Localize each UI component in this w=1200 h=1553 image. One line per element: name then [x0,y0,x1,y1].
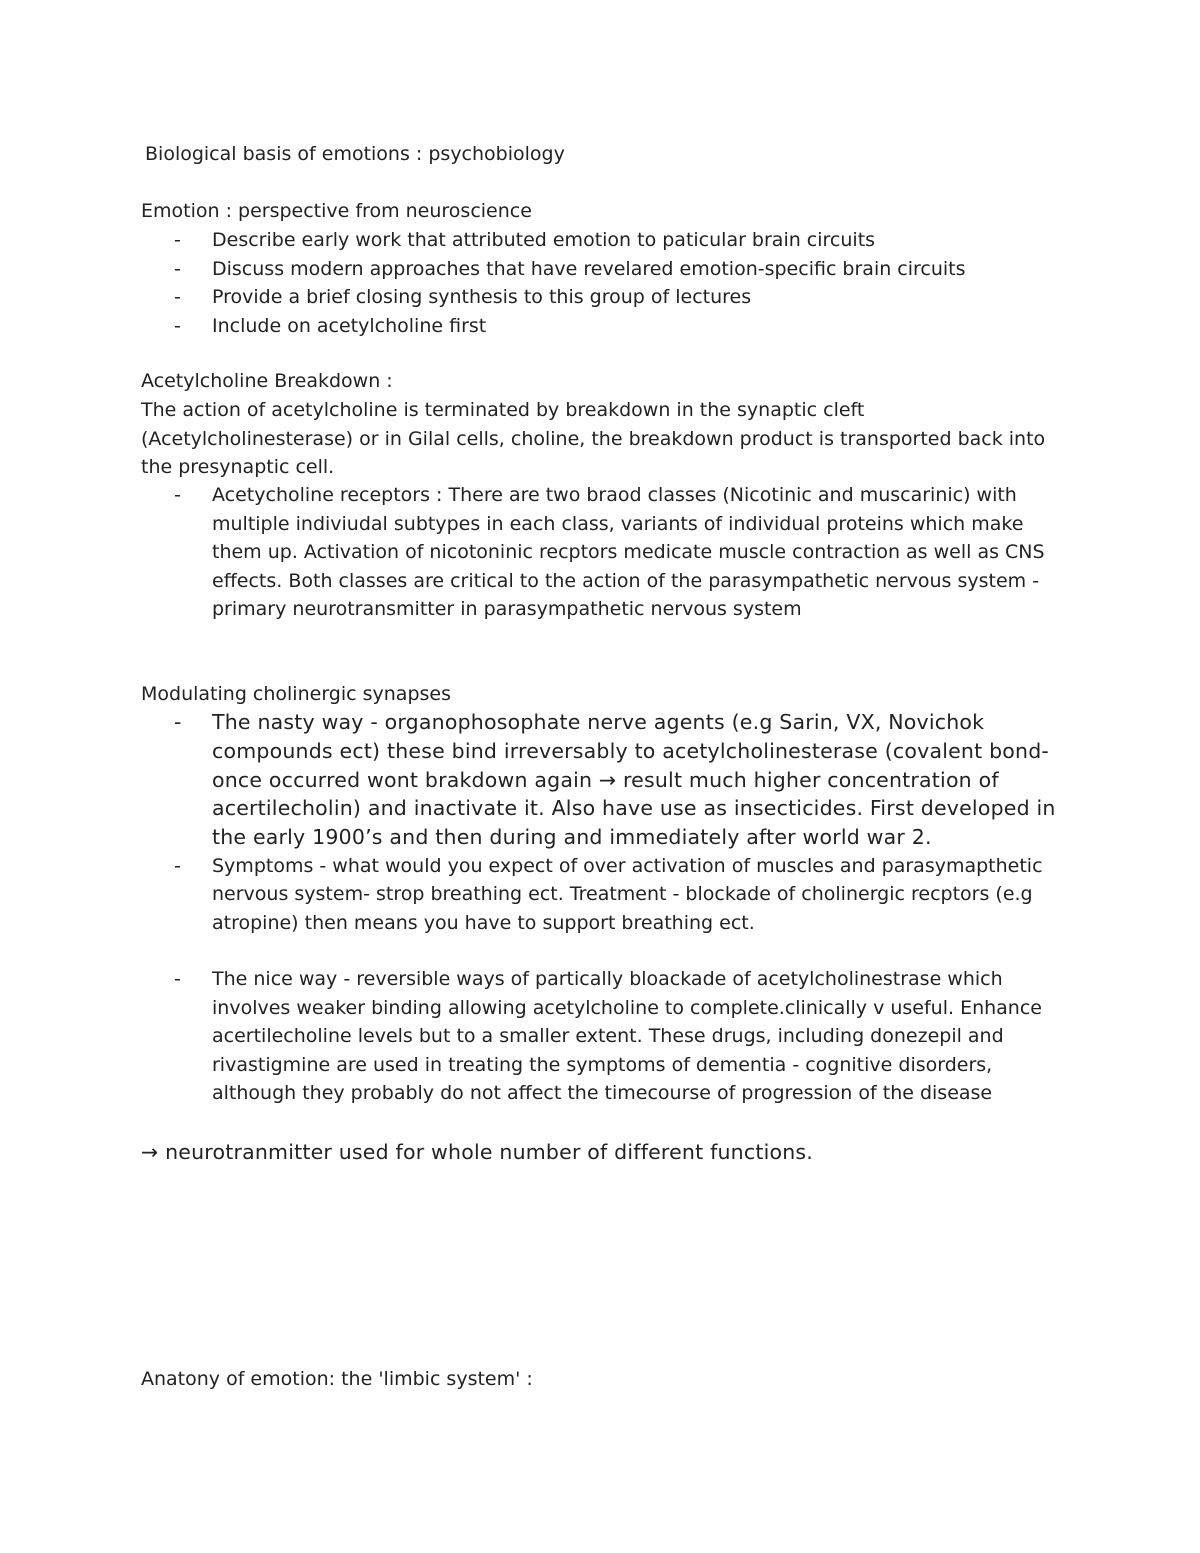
bullet-marker: - [174,854,181,877]
list-item: - Describe early work that attributed emotion to paticular brain circuits [141,226,1061,255]
bullet-marker: - [174,484,181,506]
acetylcholine-bullet-list [141,481,1061,624]
bullet-marker: - [174,257,181,280]
list-item: - The nice way - reversible ways of partically bloackade of acetylcholinestrase which involves weaker binding allowing acetylcholine to complete.clinically v useful. Enhance acertilecholine levels but to a smaller extent. These drugs, including donezepil and rivastigmine are used in treating the symptoms of dementia - cognitive disorders, although they probably do not affect the timecourse of progression of the disease [141,965,1061,1108]
list-item: - Symptoms - what would you expect of over activation of muscles and parasymapthetic nervous system- strop breathing ect. Treatment - blockade of cholinergic recptors (e.g atropine) then means you have to support breathing ect. [141,852,1061,938]
list-item: - The nasty way - organophosophate nerve agents (e.g Sarin, VX, Novichok compounds ect) these bind irreversably to acetylcholinesterase (covalent bond- once occurred wont brakdown again → result much higher concentration of acertilecholin) and inactivate it. Also have use as insecticides. First developed in the early 1900’s and then during and immediately after world war 2. [174,710,1056,850]
modulating-bullet-list [141,708,1061,1108]
emotion-heading: Emotion : perspective from neuroscience [141,200,532,222]
bullet-marker: - [174,229,181,251]
emotion-bullet-list [141,226,1061,340]
arrow-note: → neurotranmitter used for whole number of different functions. [141,1140,814,1164]
document-title: Biological basis of emotions : psychobiology [145,143,565,165]
bullet-marker: - [174,968,181,991]
acetylcholine-heading: Acetylcholine Breakdown : [141,370,393,392]
bullet-marker: - [174,286,181,308]
bullet-marker: - [174,710,182,734]
bullet-marker: - [174,314,181,337]
list-item: - Acetycholine receptors : There are two braod classes (Nicotinic and muscarinic) with multiple indiviudal subtypes in each class, variants of individual proteins which make them up. Activation of nicotoninic recptors medicate muscle contraction as well as CNS effects. Both classes are critical to the action of the parasympathetic nervous system - primary neurotransmitter in parasympathetic nervous system [141,481,1061,624]
list-item: - Provide a brief closing synthesis to this group of lectures [141,283,1061,312]
anatomy-heading: Anatony of emotion: the 'limbic system' : [141,1368,533,1390]
acetylcholine-paragraph: The action of acetylcholine is terminated by breakdown in the synaptic cleft (Acetylcholinesterase) or in Gilal cells, choline, the breakdown product is transported back into the presynaptic cell. [141,399,1046,478]
list-item: - Discuss modern approaches that have revelared emotion-specific brain circuits [141,255,1061,284]
modulating-heading: Modulating cholinergic synapses [141,683,451,705]
list-item: - Include on acetylcholine first [141,312,1061,341]
